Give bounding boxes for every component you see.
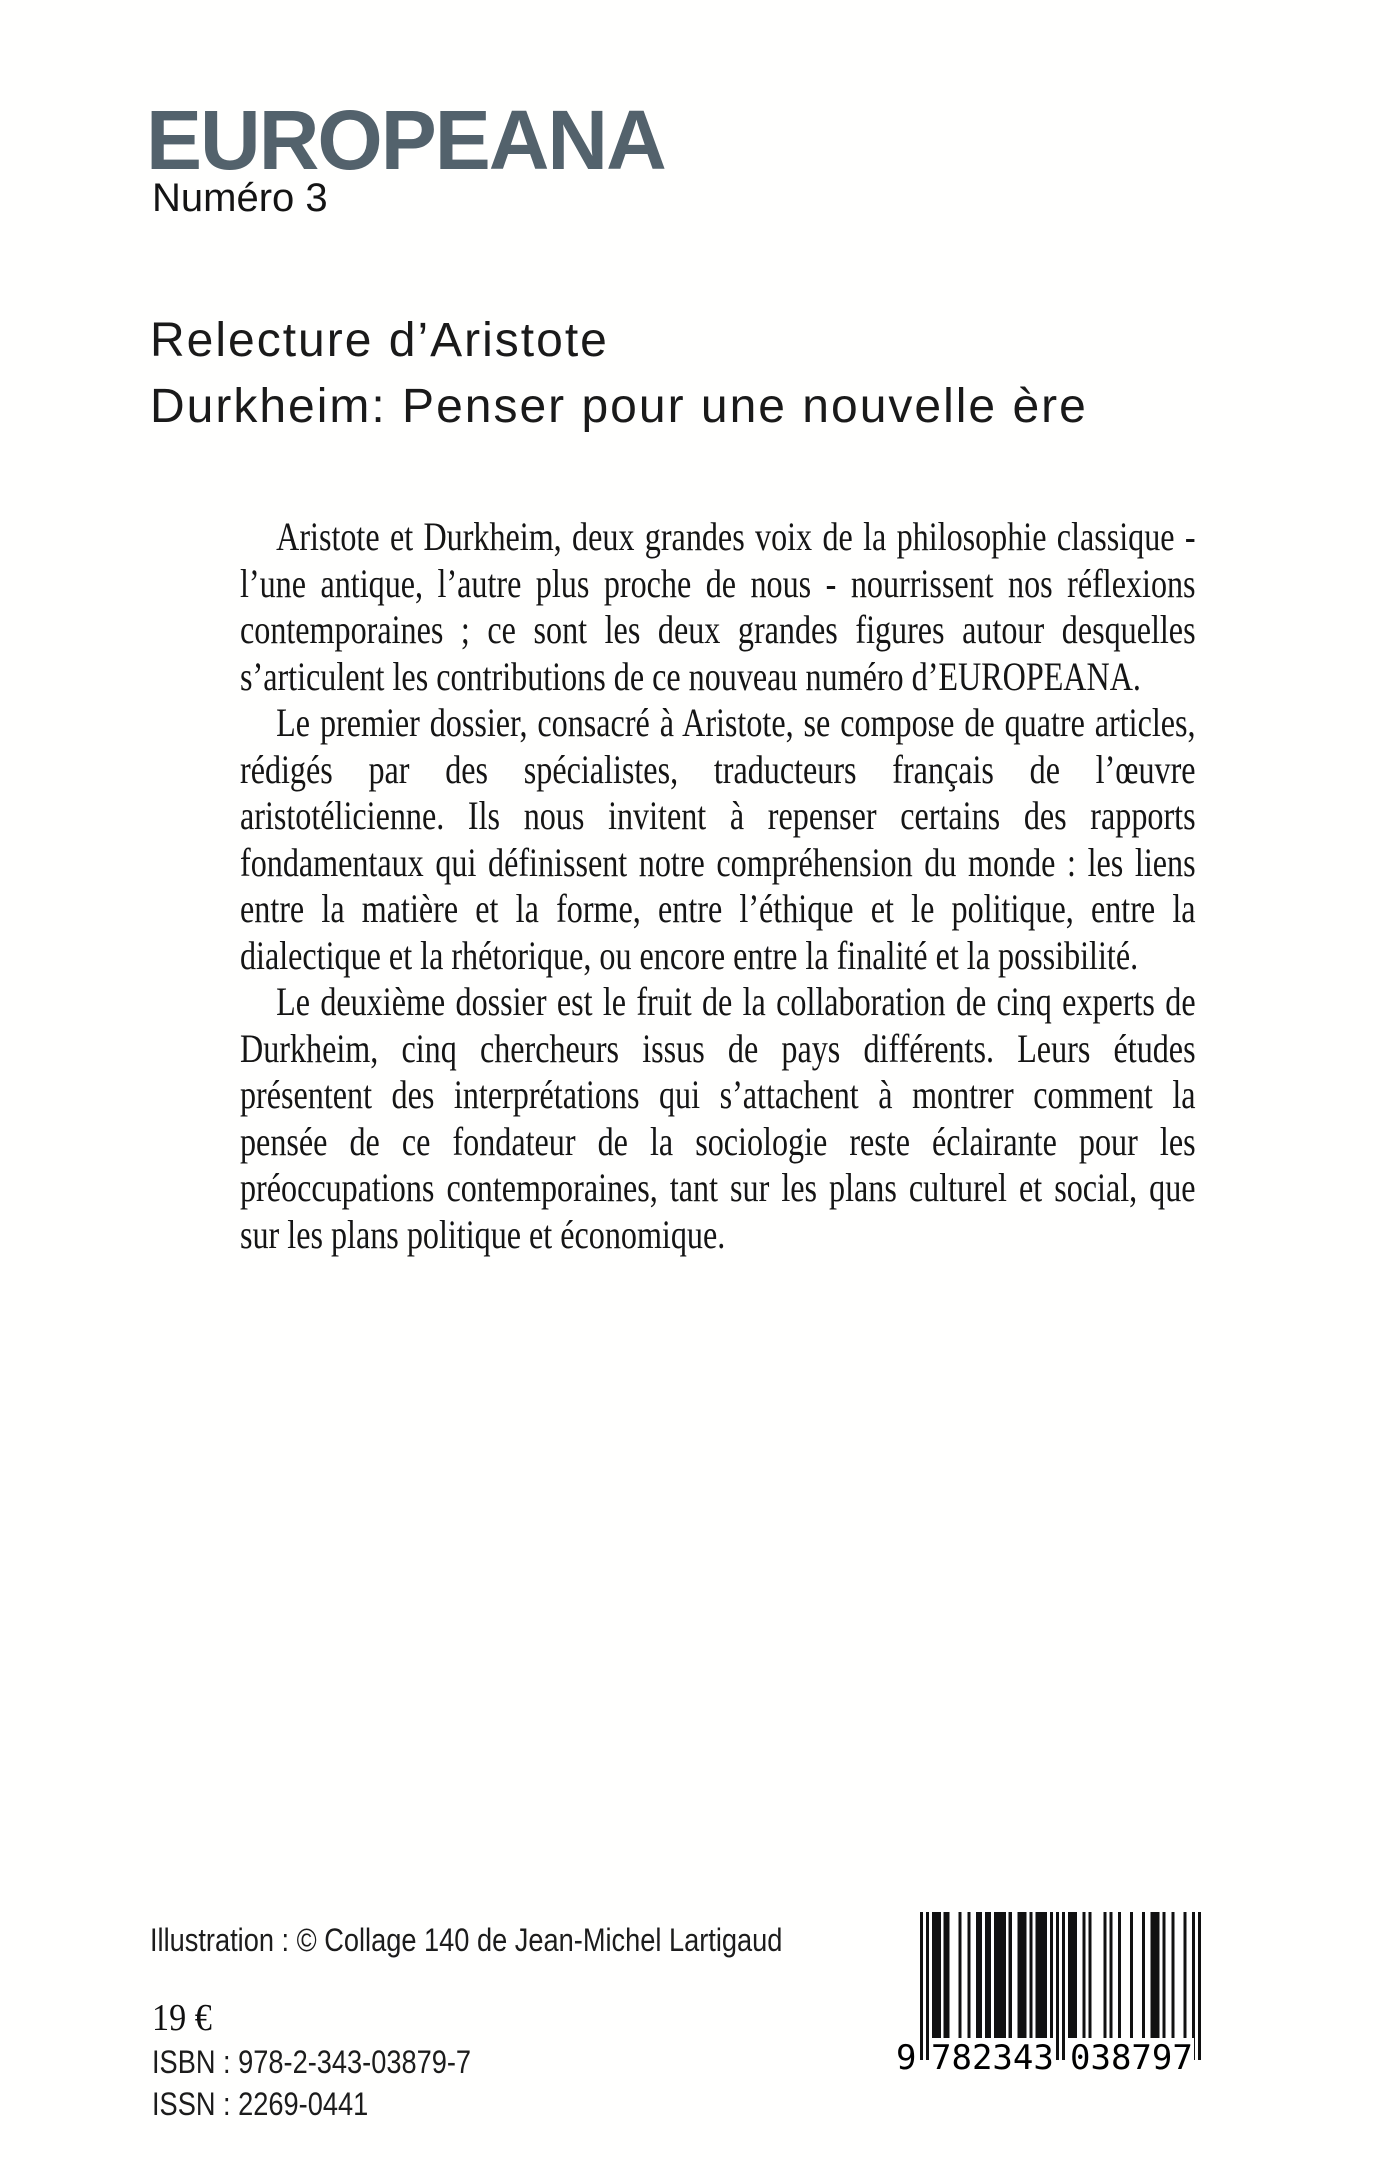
subtitle-line-1: Relecture d’Aristote (150, 314, 609, 367)
price: 19 € (152, 1997, 212, 2039)
blurb-paragraph-1: Aristote et Durkheim, deux grandes voix de la philosophie classique - l’une antique, l’autre plus proche de nous - nourrissent nos réflexions contemporaines ; ce sont les deux grandes figures autour desquelles s’articulent les contributions de ce nouveau numéro d’EUROPEANA. (240, 514, 1196, 699)
illustration-credit: Illustration : © Collage 140 de Jean-Michel Lartigaud (150, 1922, 783, 1958)
blurb-paragraph-2: Le premier dossier, consacré à Aristote, se compose de quatre articles, rédigés par des spécialistes, traducteurs français de l’œuvre aristotélicienne. Ils nous invitent à repenser certains des rapports fondamentaux qui définissent notre compréhension du monde : les liens entre la matière et la forme, entre l’éthique et le politique, entre la dialectique et la rhétorique, ou encore entre la finalité et la possibilité. (240, 700, 1196, 978)
back-cover-blurb (240, 514, 1196, 1258)
cover-subtitle (150, 308, 1088, 440)
barcode-digits-left: 782343 (931, 2038, 1054, 2078)
issn: ISSN : 2269-0441 (152, 2086, 369, 2122)
ean13-barcode (896, 1912, 1202, 2078)
blurb-paragraph-3: Le deuxième dossier est le fruit de la collaboration de cinq experts de Durkheim, cinq chercheurs issus de pays différents. Leurs études présentent des interprétations qui s’attachent à montrer comment la pensée de ce fondateur de la sociologie reste éclairante pour les préoccupations contemporaines, tant sur les plans culturel et social, que sur les plans politique et économique. (240, 979, 1196, 1257)
subtitle-line-2: Durkheim: Penser pour une nouvelle ère (150, 380, 1088, 433)
barcode-digit-first: 9 (896, 2038, 917, 2078)
issue-number: Numéro 3 (152, 176, 328, 220)
barcode-digits-right: 038797 (1070, 2038, 1193, 2078)
journal-title: EUROPEANA (146, 93, 665, 187)
isbn: ISBN : 978-2-343-03879-7 (152, 2044, 472, 2080)
